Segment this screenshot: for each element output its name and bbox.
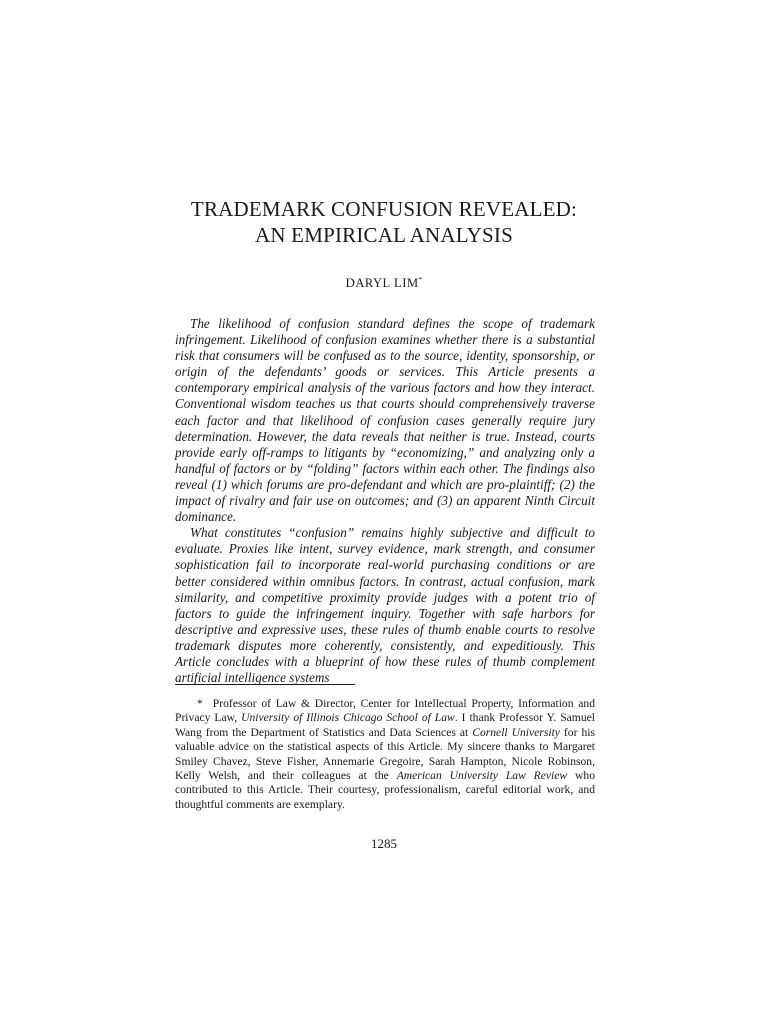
title-line-1: TRADEMARK CONFUSION REVEALED: xyxy=(190,197,578,221)
author-footnote xyxy=(175,697,595,812)
footnote-text-4: who contributed to this Article. Their courtesy, professionalism, careful editorial work, and thoughtful comments are exemplary. xyxy=(175,769,595,811)
article-title xyxy=(0,196,768,248)
abstract xyxy=(175,316,595,686)
footnote-journal: American University Law Review xyxy=(396,769,568,783)
footnote-marker: * xyxy=(197,697,203,710)
author-first-rest: ARYL xyxy=(355,276,394,290)
page-number: 1285 xyxy=(371,836,397,851)
author-last-initial: L xyxy=(393,275,403,290)
abstract-paragraph-1: The likelihood of confusion standard defines the scope of trademark infringement. Likelihood of confusion examines whether there is a substantial risk that consumers will be confused as to the source, identity, sponsorship, or origin of the defendants’ goods or services. This Article presents a contemporary empirical analysis of the various factors and how they interact. Conventional wisdom teaches us that courts should comprehensively traverse each factor and that likelihood of confusion cases generally require jury determination. However, the data reveals that neither is true. Instead, courts provide early off-ramps to litigants by “economizing,” and analyzing only a handful of factors or by “folding” factors within each other. The findings also reveal (1) which forums are pro-defendant and which are pro-plaintiff; (2) the impact of rivalry and fair use on outcomes; and (3) an apparent Ninth Circuit dominance. xyxy=(175,316,595,525)
author-footnote-marker: * xyxy=(418,275,423,284)
author-first-initial: D xyxy=(345,275,356,290)
footnote-university: Cornell University xyxy=(472,725,560,739)
footnote-divider xyxy=(175,684,355,685)
abstract-paragraph-2: What constitutes “confusion” remains highly subjective and difficult to evaluate. Proxies like intent, survey evidence, mark strength, and consumer sophistication fail to incorporate real-world purchasing conditions or are better considered within omnibus factors. In contrast, actual confusion, mark similarity, and competitive proximity provide judges with a potent trio of factors to guide the infringement inquiry. Together with safe harbors for descriptive and expressive uses, these rules of thumb enable courts to resolve trademark disputes more coherently, consistently, and expeditiously. This Article concludes with a blueprint of how these rules of thumb complement artificial intelligence systems xyxy=(175,525,595,686)
footnote-text-3: for his valuable advice on the statistical aspects of this Article. My sincere thanks to Margaret Smiley Chavez, Steve Fisher, Annemarie Gregoire, Sarah Hampton, Nicole Robinson, Kelly Welsh, and their colleagues at the xyxy=(175,725,595,783)
title-line-2: AN EMPIRICAL ANALYSIS xyxy=(254,223,513,247)
author-last-rest: IM xyxy=(402,276,419,290)
footnote-text-2: . I thank Professor Y. Samuel Wang from the Department of Statistics and Data Sciences at xyxy=(175,711,595,739)
author-byline xyxy=(0,275,768,291)
footnote-institution: University of Illinois Chicago School of Law xyxy=(241,711,455,725)
footnote-text-1: Professor of Law & Director, Center for Intellectual Property, Information and Privacy Law, xyxy=(175,697,595,725)
